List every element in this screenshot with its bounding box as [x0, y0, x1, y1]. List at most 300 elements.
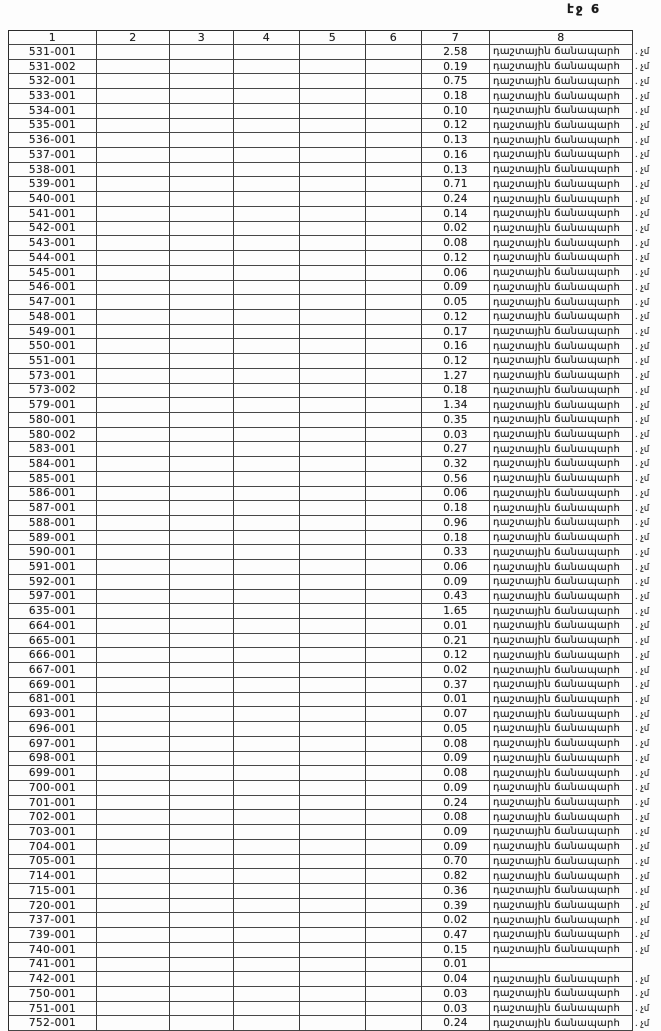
- empty-cell: [234, 693, 300, 708]
- empty-cell: [97, 899, 170, 914]
- empty-cell: [170, 119, 234, 134]
- empty-cell: [234, 766, 300, 781]
- empty-cell: [300, 45, 366, 60]
- empty-cell: [300, 384, 366, 399]
- empty-cell: [170, 192, 234, 207]
- row-overflow-fragment: . չմ: [635, 194, 650, 205]
- empty-cell: [366, 840, 422, 855]
- row-value-cell: 0.05: [422, 722, 490, 737]
- empty-cell: [366, 413, 422, 428]
- row-code-cell: 584-001: [8, 457, 97, 472]
- empty-cell: [300, 575, 366, 590]
- row-value-cell: 0.02: [422, 663, 490, 678]
- row-code-cell: 535-001: [8, 119, 97, 134]
- empty-cell: [300, 913, 366, 928]
- row-value-cell: 0.01: [422, 958, 490, 973]
- empty-cell: [234, 590, 300, 605]
- empty-cell: [97, 251, 170, 266]
- row-code-cell: 534-001: [8, 104, 97, 119]
- row-overflow-fragment: . չմ: [635, 327, 650, 338]
- row-overflow-fragment: . չմ: [635, 106, 650, 117]
- empty-cell: [170, 825, 234, 840]
- empty-cell: [366, 281, 422, 296]
- empty-cell: [300, 972, 366, 987]
- empty-cell: [300, 60, 366, 75]
- row-overflow-fragment: . չմ: [635, 783, 650, 794]
- row-overflow-fragment: . չմ: [635, 120, 650, 131]
- row-value-cell: 0.27: [422, 442, 490, 457]
- row-overflow-fragment: . չմ: [635, 812, 650, 823]
- row-desc-cell: [490, 958, 633, 973]
- row-desc-cell: դաշտային ճանապարհ: [490, 899, 633, 914]
- row-code-cell: 533-001: [8, 89, 97, 104]
- row-desc-cell: դաշտային ճանապարհ: [490, 457, 633, 472]
- empty-cell: [300, 634, 366, 649]
- empty-cell: [170, 251, 234, 266]
- column-header: 2: [97, 30, 170, 45]
- row-overflow-fragment: . չմ: [635, 842, 650, 853]
- empty-cell: [170, 428, 234, 443]
- row-desc-cell: դաշտային ճանապարհ: [490, 119, 633, 134]
- row-desc-cell: դաշտային ճանապարհ: [490, 972, 633, 987]
- empty-cell: [97, 89, 170, 104]
- row-overflow-fragment: . չմ: [635, 47, 650, 58]
- empty-cell: [366, 560, 422, 575]
- column-header: 6: [366, 30, 422, 45]
- empty-cell: [300, 810, 366, 825]
- row-code-cell: 544-001: [8, 251, 97, 266]
- empty-cell: [234, 104, 300, 119]
- empty-cell: [170, 752, 234, 767]
- empty-cell: [300, 413, 366, 428]
- empty-cell: [97, 1002, 170, 1017]
- row-value-cell: 1.65: [422, 604, 490, 619]
- row-value-cell: 0.18: [422, 531, 490, 546]
- empty-cell: [366, 339, 422, 354]
- row-overflow-fragment: . չմ: [635, 606, 650, 617]
- row-value-cell: 0.36: [422, 884, 490, 899]
- empty-cell: [97, 928, 170, 943]
- row-desc-cell: դաշտային ճանապարհ: [490, 575, 633, 590]
- row-desc-cell: դաշտային ճանապարհ: [490, 855, 633, 870]
- empty-cell: [366, 634, 422, 649]
- row-desc-cell: դաշտային ճանապարհ: [490, 737, 633, 752]
- empty-cell: [300, 958, 366, 973]
- empty-cell: [234, 236, 300, 251]
- row-overflow-fragment: . չմ: [635, 150, 650, 161]
- empty-cell: [97, 104, 170, 119]
- row-desc-cell: դաշտային ճանապարհ: [490, 207, 633, 222]
- empty-cell: [170, 928, 234, 943]
- row-desc-cell: դաշտային ճանապարհ: [490, 133, 633, 148]
- page-number-label: էջ 6: [567, 2, 602, 16]
- empty-cell: [300, 943, 366, 958]
- row-overflow-fragment: . չմ: [635, 503, 650, 514]
- empty-cell: [97, 442, 170, 457]
- empty-cell: [300, 501, 366, 516]
- row-code-cell: 531-001: [8, 45, 97, 60]
- empty-cell: [97, 177, 170, 192]
- empty-cell: [170, 590, 234, 605]
- row-code-cell: 532-001: [8, 74, 97, 89]
- empty-cell: [366, 384, 422, 399]
- empty-cell: [300, 648, 366, 663]
- empty-cell: [234, 796, 300, 811]
- empty-cell: [234, 825, 300, 840]
- empty-cell: [234, 457, 300, 472]
- row-desc-cell: դաշտային ճանապարհ: [490, 236, 633, 251]
- row-overflow-fragment: . չմ: [635, 577, 650, 588]
- empty-cell: [234, 516, 300, 531]
- empty-cell: [366, 707, 422, 722]
- empty-cell: [97, 855, 170, 870]
- row-overflow-fragment: . չմ: [635, 827, 650, 838]
- row-code-cell: 550-001: [8, 339, 97, 354]
- empty-cell: [366, 133, 422, 148]
- empty-cell: [300, 722, 366, 737]
- row-value-cell: 0.12: [422, 648, 490, 663]
- row-value-cell: 0.08: [422, 766, 490, 781]
- empty-cell: [170, 74, 234, 89]
- row-overflow-fragment: . չմ: [635, 724, 650, 735]
- row-desc-cell: դաշտային ճանապարհ: [490, 384, 633, 399]
- row-value-cell: 0.13: [422, 163, 490, 178]
- row-overflow-fragment: . չմ: [635, 385, 650, 396]
- empty-cell: [366, 369, 422, 384]
- row-value-cell: 0.03: [422, 1002, 490, 1017]
- row-value-cell: 0.47: [422, 928, 490, 943]
- empty-cell: [170, 531, 234, 546]
- row-desc-cell: դաշտային ճանապարհ: [490, 781, 633, 796]
- row-overflow-fragment: . չմ: [635, 915, 650, 926]
- row-value-cell: 0.02: [422, 913, 490, 928]
- row-overflow-fragment: . չմ: [635, 253, 650, 264]
- empty-cell: [366, 89, 422, 104]
- empty-cell: [300, 693, 366, 708]
- empty-cell: [366, 442, 422, 457]
- row-value-cell: 0.24: [422, 796, 490, 811]
- row-desc-cell: դաշտային ճանապարհ: [490, 560, 633, 575]
- row-value-cell: 0.06: [422, 487, 490, 502]
- row-desc-cell: դաշտային ճանապարհ: [490, 369, 633, 384]
- row-code-cell: 539-001: [8, 177, 97, 192]
- row-value-cell: 0.96: [422, 516, 490, 531]
- row-desc-cell: դաշտային ճանապարհ: [490, 310, 633, 325]
- empty-cell: [97, 119, 170, 134]
- empty-cell: [97, 766, 170, 781]
- empty-cell: [97, 501, 170, 516]
- empty-cell: [97, 796, 170, 811]
- row-value-cell: 0.16: [422, 339, 490, 354]
- empty-cell: [234, 119, 300, 134]
- row-value-cell: 0.09: [422, 752, 490, 767]
- row-overflow-fragment: . չմ: [635, 400, 650, 411]
- row-overflow-fragment: . չմ: [635, 562, 650, 573]
- row-desc-cell: դաշտային ճանապարհ: [490, 60, 633, 75]
- empty-cell: [234, 1016, 300, 1031]
- empty-cell: [170, 722, 234, 737]
- empty-cell: [366, 177, 422, 192]
- row-desc-cell: դաշտային ճանապարհ: [490, 545, 633, 560]
- empty-cell: [170, 648, 234, 663]
- row-overflow-fragment: . չմ: [635, 282, 650, 293]
- empty-cell: [170, 354, 234, 369]
- row-value-cell: 0.70: [422, 855, 490, 870]
- empty-cell: [170, 1002, 234, 1017]
- empty-cell: [234, 663, 300, 678]
- empty-cell: [300, 1016, 366, 1031]
- row-desc-cell: դաշտային ճանապարհ: [490, 766, 633, 781]
- row-code-cell: 705-001: [8, 855, 97, 870]
- row-value-cell: 0.13: [422, 133, 490, 148]
- empty-cell: [170, 737, 234, 752]
- row-value-cell: 0.82: [422, 869, 490, 884]
- row-overflow-fragment: . չմ: [635, 488, 650, 499]
- empty-cell: [97, 413, 170, 428]
- row-value-cell: 0.09: [422, 825, 490, 840]
- empty-cell: [97, 737, 170, 752]
- row-overflow-fragment: . չմ: [635, 901, 650, 912]
- empty-cell: [366, 737, 422, 752]
- empty-cell: [366, 796, 422, 811]
- empty-cell: [170, 545, 234, 560]
- empty-cell: [234, 442, 300, 457]
- empty-cell: [300, 457, 366, 472]
- row-code-cell: 750-001: [8, 987, 97, 1002]
- empty-cell: [170, 840, 234, 855]
- row-overflow-fragment: . չմ: [635, 533, 650, 544]
- empty-cell: [234, 266, 300, 281]
- empty-cell: [97, 810, 170, 825]
- empty-cell: [170, 442, 234, 457]
- row-overflow-fragment: . չմ: [635, 591, 650, 602]
- row-desc-cell: դաշտային ճանապարհ: [490, 413, 633, 428]
- row-overflow-fragment: . չմ: [635, 135, 650, 146]
- empty-cell: [97, 678, 170, 693]
- row-value-cell: 0.18: [422, 501, 490, 516]
- empty-cell: [97, 163, 170, 178]
- row-value-cell: 0.03: [422, 987, 490, 1002]
- row-value-cell: 0.09: [422, 781, 490, 796]
- empty-cell: [300, 752, 366, 767]
- empty-cell: [97, 663, 170, 678]
- empty-cell: [300, 222, 366, 237]
- empty-cell: [300, 781, 366, 796]
- row-value-cell: 0.43: [422, 590, 490, 605]
- empty-cell: [97, 266, 170, 281]
- empty-cell: [300, 251, 366, 266]
- row-desc-cell: դաշտային ճանապարհ: [490, 869, 633, 884]
- column-header: 5: [300, 30, 366, 45]
- empty-cell: [170, 472, 234, 487]
- row-code-cell: 741-001: [8, 958, 97, 973]
- row-code-cell: 586-001: [8, 487, 97, 502]
- empty-cell: [97, 648, 170, 663]
- empty-cell: [97, 1016, 170, 1031]
- empty-cell: [234, 45, 300, 60]
- empty-cell: [234, 413, 300, 428]
- empty-cell: [366, 163, 422, 178]
- empty-cell: [234, 251, 300, 266]
- empty-cell: [170, 295, 234, 310]
- empty-cell: [300, 707, 366, 722]
- empty-cell: [300, 619, 366, 634]
- row-desc-cell: դաշտային ճանապարհ: [490, 634, 633, 649]
- empty-cell: [234, 369, 300, 384]
- empty-cell: [366, 987, 422, 1002]
- row-overflow-fragment: . չմ: [635, 459, 650, 470]
- row-code-cell: 588-001: [8, 516, 97, 531]
- empty-cell: [300, 369, 366, 384]
- row-value-cell: 0.09: [422, 575, 490, 590]
- empty-cell: [97, 619, 170, 634]
- row-code-cell: 701-001: [8, 796, 97, 811]
- empty-cell: [97, 295, 170, 310]
- empty-cell: [234, 487, 300, 502]
- column-header: 8: [490, 30, 633, 45]
- row-desc-cell: դաշտային ճանապարհ: [490, 840, 633, 855]
- empty-cell: [300, 295, 366, 310]
- row-code-cell: 591-001: [8, 560, 97, 575]
- row-code-cell: 579-001: [8, 398, 97, 413]
- empty-cell: [366, 119, 422, 134]
- empty-cell: [300, 177, 366, 192]
- row-value-cell: 0.71: [422, 177, 490, 192]
- empty-cell: [234, 752, 300, 767]
- empty-cell: [234, 222, 300, 237]
- empty-cell: [97, 840, 170, 855]
- row-overflow-fragment: . չմ: [635, 768, 650, 779]
- row-value-cell: 0.12: [422, 354, 490, 369]
- row-value-cell: 0.08: [422, 236, 490, 251]
- empty-cell: [170, 177, 234, 192]
- row-value-cell: 0.19: [422, 60, 490, 75]
- row-desc-cell: դաշտային ճանապարհ: [490, 295, 633, 310]
- row-desc-cell: դաշտային ճանապարհ: [490, 428, 633, 443]
- row-code-cell: 665-001: [8, 634, 97, 649]
- empty-cell: [97, 781, 170, 796]
- empty-cell: [234, 192, 300, 207]
- row-overflow-fragment: . չմ: [635, 694, 650, 705]
- row-overflow-fragment: . չմ: [635, 665, 650, 676]
- empty-cell: [234, 74, 300, 89]
- row-desc-cell: դաշտային ճանապարհ: [490, 192, 633, 207]
- row-overflow-fragment: . չմ: [635, 930, 650, 941]
- row-code-cell: 664-001: [8, 619, 97, 634]
- row-desc-cell: դաշտային ճանապարհ: [490, 884, 633, 899]
- empty-cell: [234, 575, 300, 590]
- empty-cell: [234, 869, 300, 884]
- row-desc-cell: դաշտային ճանապարհ: [490, 648, 633, 663]
- empty-cell: [170, 972, 234, 987]
- row-overflow-fragment: . չմ: [635, 871, 650, 882]
- empty-cell: [300, 855, 366, 870]
- empty-cell: [366, 266, 422, 281]
- row-value-cell: 0.15: [422, 943, 490, 958]
- row-code-cell: 698-001: [8, 752, 97, 767]
- empty-cell: [366, 1002, 422, 1017]
- row-overflow-fragment: . չմ: [635, 680, 650, 691]
- row-overflow-fragment: . չմ: [635, 945, 650, 956]
- row-code-cell: 592-001: [8, 575, 97, 590]
- empty-cell: [300, 442, 366, 457]
- empty-cell: [300, 89, 366, 104]
- empty-cell: [234, 972, 300, 987]
- row-desc-cell: դաշտային ճանապարհ: [490, 325, 633, 340]
- empty-cell: [366, 855, 422, 870]
- row-desc-cell: դաշտային ճանապարհ: [490, 222, 633, 237]
- empty-cell: [170, 634, 234, 649]
- empty-cell: [300, 339, 366, 354]
- row-value-cell: 1.34: [422, 398, 490, 413]
- empty-cell: [234, 133, 300, 148]
- empty-cell: [234, 855, 300, 870]
- empty-cell: [366, 663, 422, 678]
- empty-cell: [97, 369, 170, 384]
- row-code-cell: 548-001: [8, 310, 97, 325]
- empty-cell: [97, 472, 170, 487]
- row-code-cell: 700-001: [8, 781, 97, 796]
- row-overflow-fragment: . չմ: [635, 886, 650, 897]
- empty-cell: [300, 545, 366, 560]
- empty-cell: [234, 60, 300, 75]
- empty-cell: [170, 766, 234, 781]
- empty-cell: [234, 428, 300, 443]
- row-desc-cell: դաշտային ճանապարհ: [490, 89, 633, 104]
- empty-cell: [170, 398, 234, 413]
- empty-cell: [97, 398, 170, 413]
- empty-cell: [170, 89, 234, 104]
- empty-cell: [366, 722, 422, 737]
- row-desc-cell: դաշտային ճանապարհ: [490, 943, 633, 958]
- row-value-cell: 0.24: [422, 1016, 490, 1031]
- empty-cell: [300, 825, 366, 840]
- row-code-cell: 547-001: [8, 295, 97, 310]
- row-desc-cell: դաշտային ճանապարհ: [490, 281, 633, 296]
- empty-cell: [170, 369, 234, 384]
- empty-cell: [170, 943, 234, 958]
- row-overflow-fragment: . չմ: [635, 179, 650, 190]
- empty-cell: [300, 869, 366, 884]
- empty-cell: [97, 222, 170, 237]
- row-value-cell: 0.12: [422, 310, 490, 325]
- column-header: 4: [234, 30, 300, 45]
- row-code-cell: 751-001: [8, 1002, 97, 1017]
- empty-cell: [170, 104, 234, 119]
- row-desc-cell: դաշտային ճանապարհ: [490, 590, 633, 605]
- empty-cell: [170, 884, 234, 899]
- row-code-cell: 742-001: [8, 972, 97, 987]
- row-overflow-fragment: . չմ: [635, 341, 650, 352]
- empty-cell: [366, 928, 422, 943]
- empty-cell: [300, 737, 366, 752]
- empty-cell: [366, 45, 422, 60]
- empty-cell: [234, 325, 300, 340]
- empty-cell: [234, 722, 300, 737]
- empty-cell: [97, 913, 170, 928]
- empty-cell: [97, 281, 170, 296]
- empty-cell: [97, 972, 170, 987]
- row-desc-cell: դաշտային ճանապարհ: [490, 251, 633, 266]
- row-code-cell: 635-001: [8, 604, 97, 619]
- row-value-cell: 0.21: [422, 634, 490, 649]
- empty-cell: [234, 384, 300, 399]
- empty-cell: [234, 545, 300, 560]
- empty-cell: [300, 472, 366, 487]
- empty-cell: [300, 325, 366, 340]
- empty-cell: [97, 722, 170, 737]
- empty-cell: [97, 575, 170, 590]
